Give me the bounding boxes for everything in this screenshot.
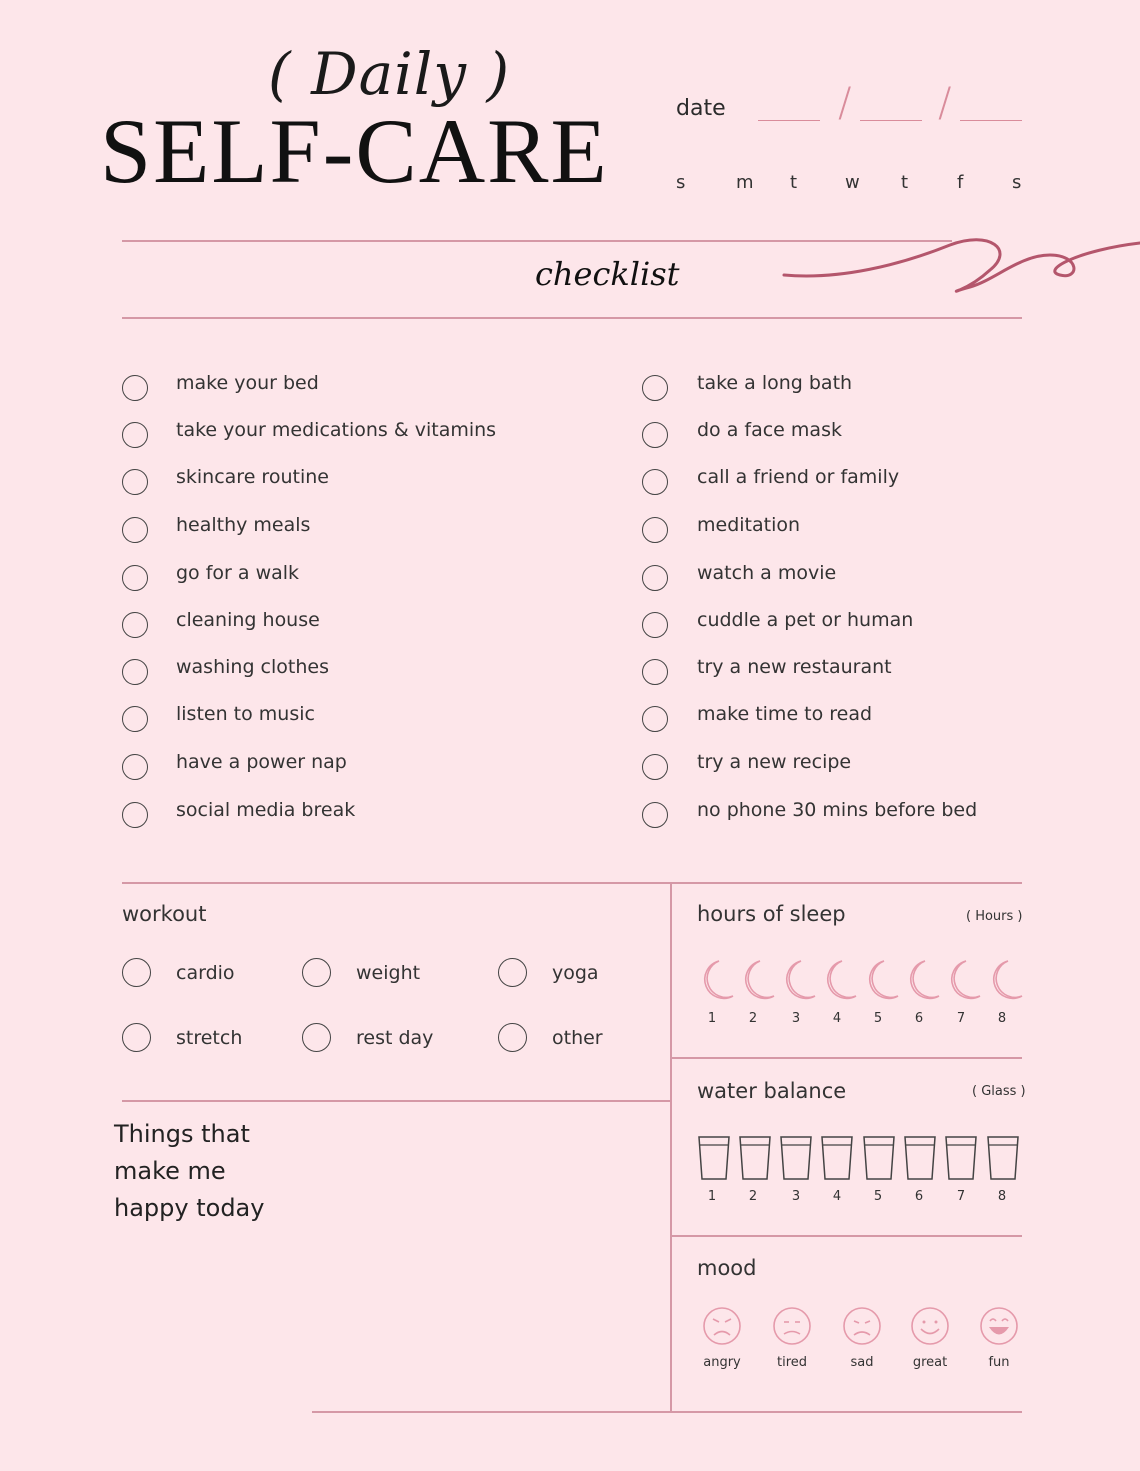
workout-option-label: cardio — [176, 962, 235, 984]
water-glass-number: 2 — [748, 1189, 758, 1204]
mood-option-label: angry — [703, 1355, 741, 1370]
mood-option-label: fun — [988, 1355, 1010, 1370]
happy-line: happy today — [114, 1194, 265, 1222]
divider-line — [122, 317, 1022, 319]
checkbox-circle[interactable] — [642, 517, 668, 543]
checklist-item-label: no phone 30 mins before bed — [697, 799, 978, 821]
moon-icon[interactable] — [779, 958, 817, 1002]
date-month-field[interactable] — [758, 120, 820, 121]
decorative-swirl-icon — [780, 225, 1140, 305]
glass-icon[interactable] — [903, 1134, 937, 1182]
sleep-label: hours of sleep — [697, 902, 846, 926]
checkbox-circle[interactable] — [642, 659, 668, 685]
angry-face-icon[interactable] — [702, 1306, 742, 1346]
water-label: water balance — [697, 1079, 847, 1103]
weekday-4[interactable]: t — [901, 172, 909, 193]
moon-icon[interactable] — [697, 958, 735, 1002]
checklist-item-label: skincare routine — [176, 466, 329, 488]
moon-icon[interactable] — [944, 958, 982, 1002]
great-face-icon[interactable] — [910, 1306, 950, 1346]
checkbox-circle[interactable] — [122, 612, 148, 638]
weekday-2[interactable]: t — [790, 172, 798, 193]
workout-option-label: other — [552, 1027, 603, 1049]
weekday-6[interactable]: s — [1012, 172, 1022, 193]
vertical-divider — [670, 882, 672, 1412]
workout-checkbox[interactable] — [498, 958, 527, 987]
sleep-hour-number: 8 — [997, 1011, 1007, 1026]
weekday-1[interactable]: m — [736, 172, 754, 193]
sad-face-icon[interactable] — [842, 1306, 882, 1346]
checklist-item-label: do a face mask — [697, 419, 842, 441]
workout-label: workout — [122, 902, 207, 926]
checkbox-circle[interactable] — [642, 565, 668, 591]
sleep-hour-number: 7 — [956, 1011, 966, 1026]
mood-option-label: great — [912, 1355, 948, 1370]
workout-checkbox[interactable] — [498, 1023, 527, 1052]
checklist-item-label: try a new restaurant — [697, 656, 892, 678]
water-glass-number: 3 — [791, 1189, 801, 1204]
checkbox-circle[interactable] — [642, 375, 668, 401]
checklist-item-label: have a power nap — [176, 751, 347, 773]
moon-icon[interactable] — [738, 958, 776, 1002]
checklist-item-label: listen to music — [176, 703, 315, 725]
workout-option-label: rest day — [356, 1027, 434, 1049]
date-label: date — [676, 96, 726, 121]
workout-checkbox[interactable] — [122, 1023, 151, 1052]
checklist-item-label: cleaning house — [176, 609, 320, 631]
fun-face-icon[interactable] — [979, 1306, 1019, 1346]
mood-option-label: tired — [776, 1355, 808, 1370]
checklist-item-label: make your bed — [176, 372, 319, 394]
workout-option-label: weight — [356, 962, 421, 984]
checkbox-circle[interactable] — [642, 612, 668, 638]
glass-icon[interactable] — [779, 1134, 813, 1182]
checklist-item-label: make time to read — [697, 703, 873, 725]
checkbox-circle[interactable] — [122, 469, 148, 495]
sleep-hour-number: 5 — [873, 1011, 883, 1026]
checkbox-circle[interactable] — [642, 469, 668, 495]
water-glass-number: 1 — [707, 1189, 717, 1204]
checklist-item-label: call a friend or family — [697, 466, 900, 488]
checklist-title: checklist — [535, 255, 680, 293]
checklist-item-label: meditation — [697, 514, 801, 536]
checkbox-circle[interactable] — [122, 375, 148, 401]
glass-icon[interactable] — [986, 1134, 1020, 1182]
glass-icon[interactable] — [738, 1134, 772, 1182]
mood-option-label: sad — [850, 1355, 874, 1370]
checklist-item-label: take a long bath — [697, 372, 853, 394]
divider-line — [312, 1411, 1022, 1413]
workout-option-label: stretch — [176, 1027, 243, 1049]
glass-icon[interactable] — [697, 1134, 731, 1182]
checkbox-circle[interactable] — [122, 517, 148, 543]
date-year-field[interactable] — [960, 120, 1022, 121]
checklist-item-label: take your medications & vitamins — [176, 419, 497, 441]
checkbox-circle[interactable] — [122, 659, 148, 685]
checkbox-circle[interactable] — [642, 422, 668, 448]
checkbox-circle[interactable] — [122, 706, 148, 732]
happy-line: Things that — [114, 1120, 250, 1148]
happy-today-block — [114, 1116, 264, 1227]
checklist-item-label: cuddle a pet or human — [697, 609, 914, 631]
mood-label: mood — [697, 1256, 757, 1280]
sleep-unit: ( Hours ) — [966, 909, 1023, 924]
date-slash: / — [938, 80, 952, 126]
tired-face-icon[interactable] — [772, 1306, 812, 1346]
glass-icon[interactable] — [944, 1134, 978, 1182]
moon-icon[interactable] — [903, 958, 941, 1002]
water-glass-number: 6 — [914, 1189, 924, 1204]
checkbox-circle[interactable] — [642, 754, 668, 780]
checkbox-circle[interactable] — [122, 422, 148, 448]
workout-checkbox[interactable] — [302, 958, 331, 987]
checklist-item-label: washing clothes — [176, 656, 329, 678]
water-glass-number: 8 — [997, 1189, 1007, 1204]
moon-icon[interactable] — [862, 958, 900, 1002]
checklist-item-label: watch a movie — [697, 562, 837, 584]
weekday-3[interactable]: w — [845, 172, 860, 193]
title-daily: ( Daily ) — [268, 40, 511, 108]
glass-icon[interactable] — [862, 1134, 896, 1182]
date-day-field[interactable] — [860, 120, 922, 121]
checklist-item-label: try a new recipe — [697, 751, 852, 773]
divider-line — [122, 882, 1022, 884]
moon-icon[interactable] — [986, 958, 1024, 1002]
water-glass-number: 5 — [873, 1189, 883, 1204]
checkbox-circle[interactable] — [122, 565, 148, 591]
checkbox-circle[interactable] — [642, 802, 668, 828]
title-main: SELF-CARE — [100, 100, 609, 202]
divider-line — [122, 1100, 670, 1102]
water-glass-number: 4 — [832, 1189, 842, 1204]
water-unit: ( Glass ) — [972, 1084, 1026, 1099]
weekday-0[interactable]: s — [676, 172, 686, 193]
checklist-item-label: healthy meals — [176, 514, 311, 536]
sleep-hour-number: 2 — [748, 1011, 758, 1026]
workout-option-label: yoga — [552, 962, 599, 984]
checklist-item-label: go for a walk — [176, 562, 300, 584]
divider-line — [672, 1057, 1022, 1059]
workout-checkbox[interactable] — [122, 958, 151, 987]
checkbox-circle[interactable] — [642, 706, 668, 732]
divider-line — [672, 1235, 1022, 1237]
date-slash: / — [838, 80, 852, 126]
sleep-hour-number: 1 — [707, 1011, 717, 1026]
checkbox-circle[interactable] — [122, 754, 148, 780]
sleep-hour-number: 3 — [791, 1011, 801, 1026]
sleep-hour-number: 4 — [832, 1011, 842, 1026]
sleep-hour-number: 6 — [914, 1011, 924, 1026]
weekday-5[interactable]: f — [957, 172, 964, 193]
workout-checkbox[interactable] — [302, 1023, 331, 1052]
moon-icon[interactable] — [820, 958, 858, 1002]
glass-icon[interactable] — [820, 1134, 854, 1182]
water-glass-number: 7 — [956, 1189, 966, 1204]
checklist-item-label: social media break — [176, 799, 356, 821]
happy-line: make me — [114, 1157, 226, 1185]
checkbox-circle[interactable] — [122, 802, 148, 828]
